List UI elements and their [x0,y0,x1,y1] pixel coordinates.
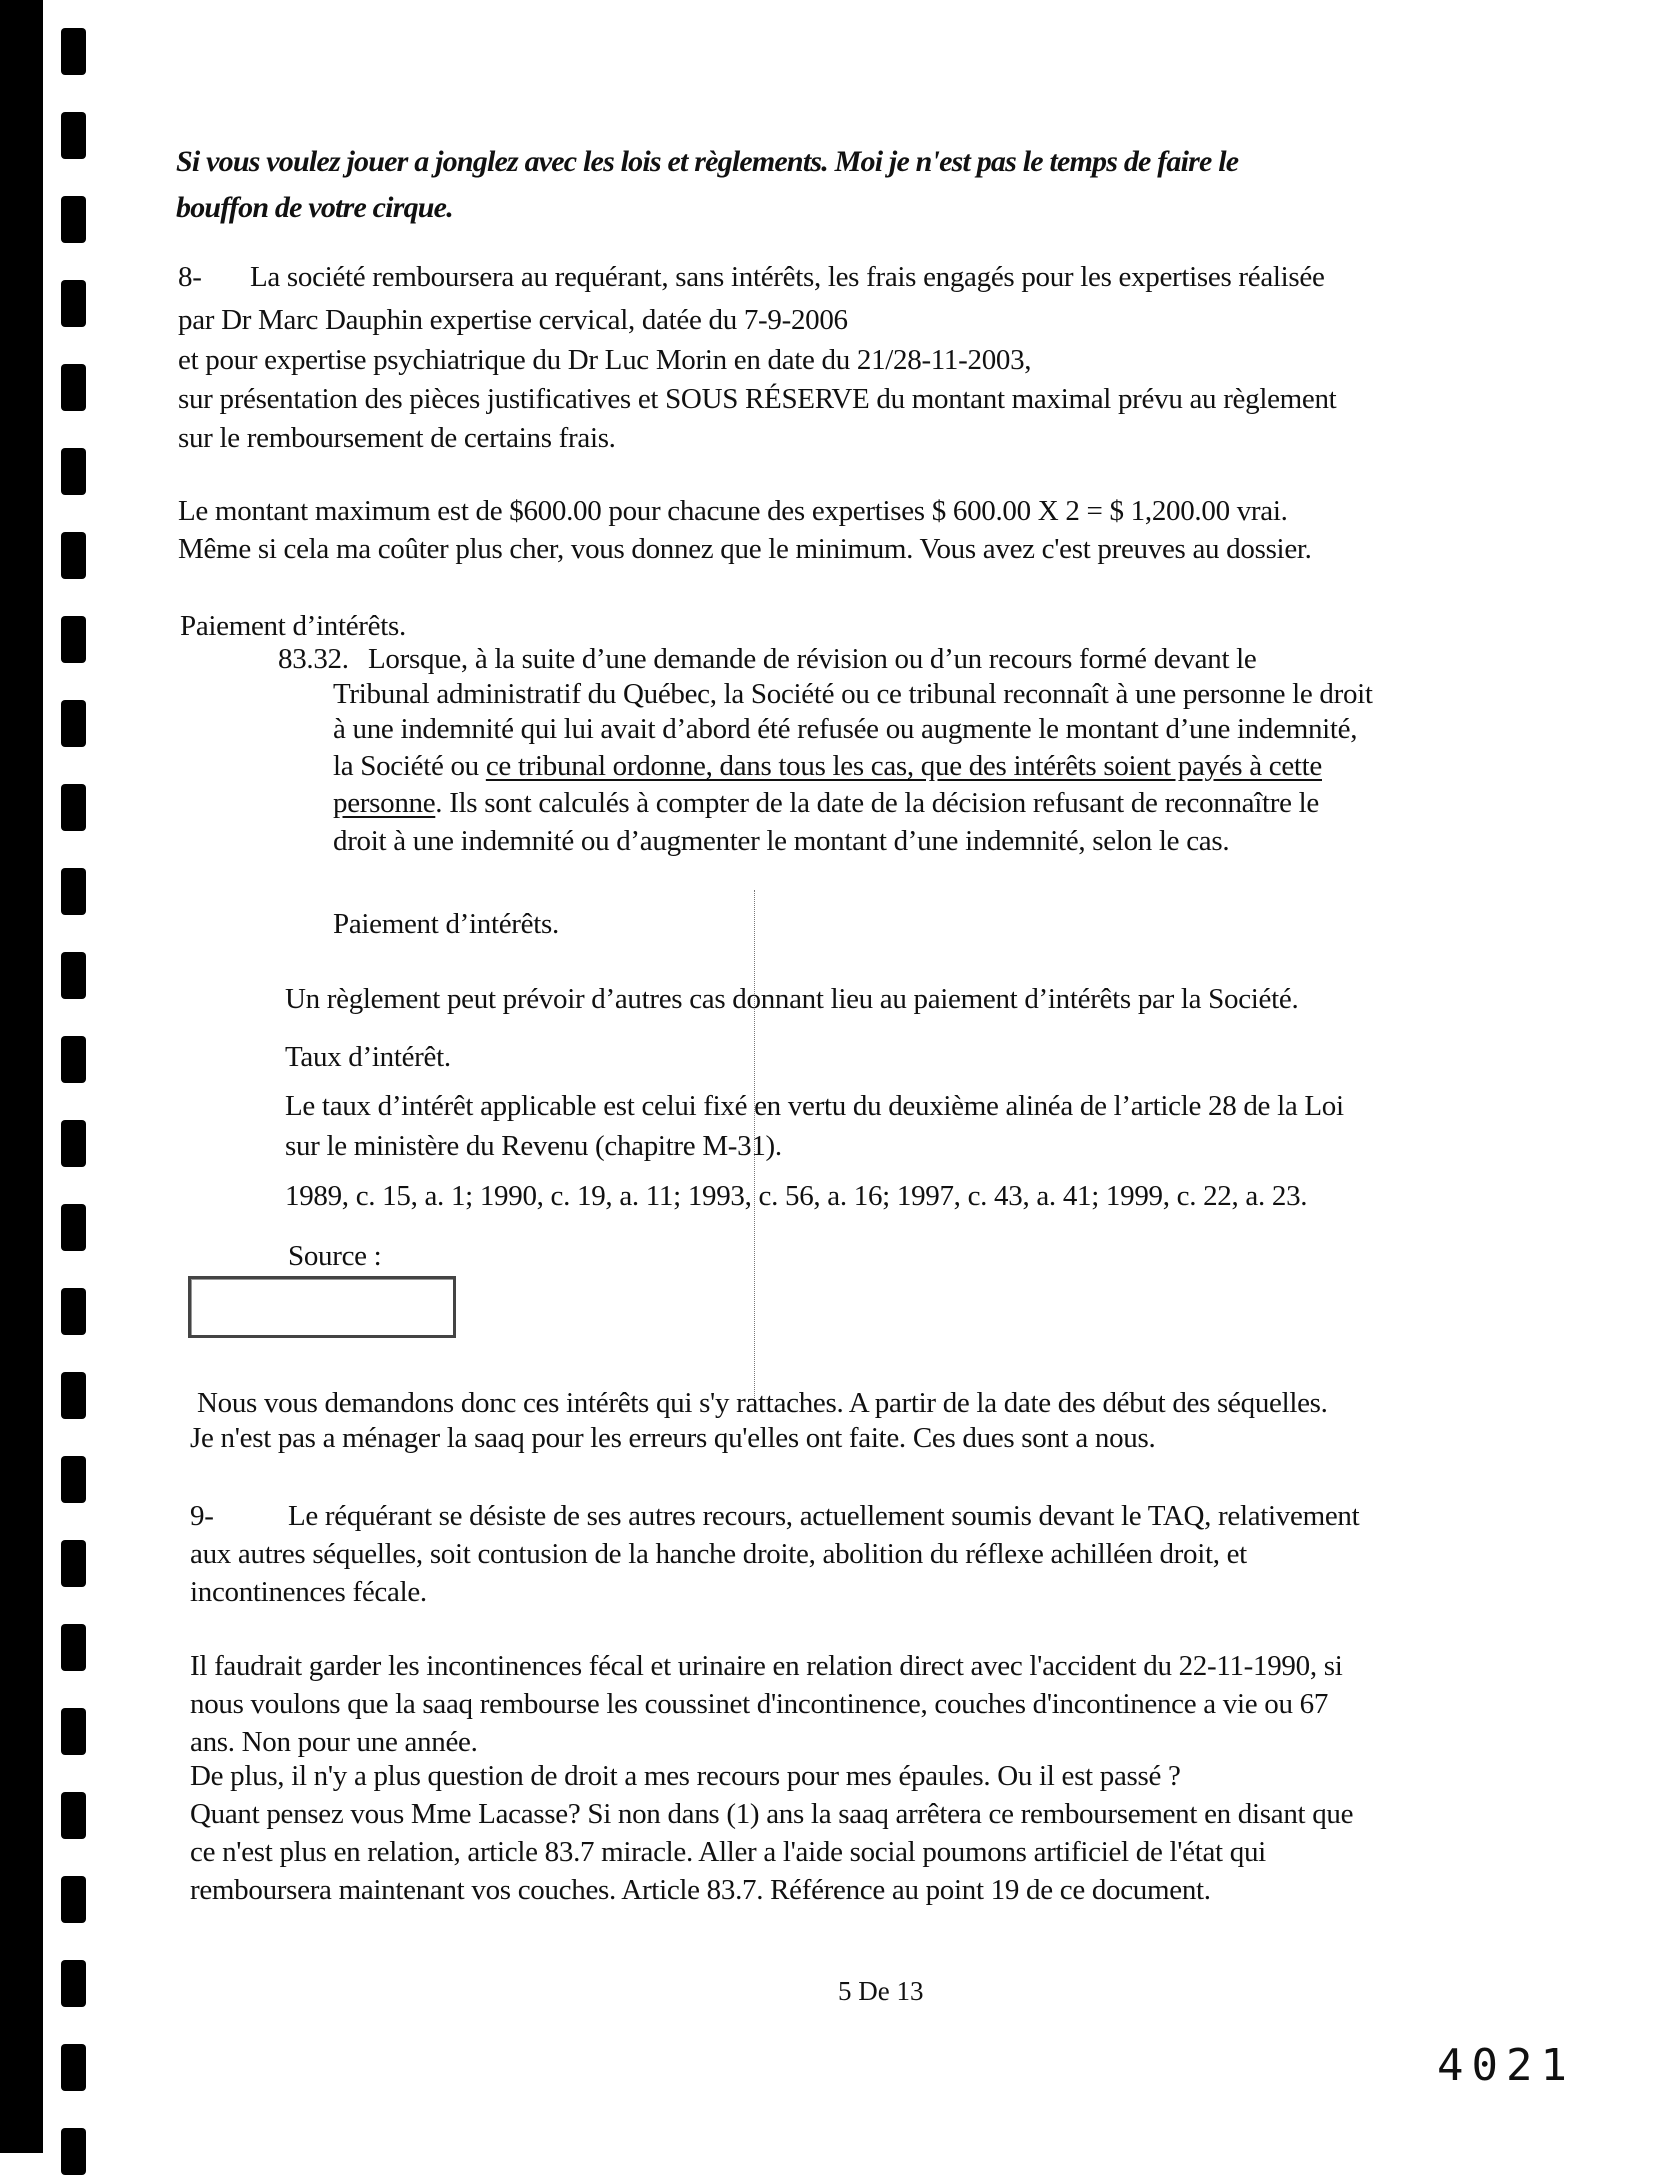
page-number: 5 De 13 [838,1976,924,2006]
binding-hole [61,868,86,915]
binding-hole [61,280,86,327]
binding-hole [61,1036,86,1083]
article-line-4-plain: la Société ou [333,750,486,782]
article-line-3: à une indemnité qui lui avait d’abord été refusée ou augmente le montant d’une indemnité, [333,713,1358,745]
binding-hole [61,1960,86,2007]
binding-hole [61,1792,86,1839]
item8-line-1: La société remboursera au requérant, sans intérêts, les frais engagés pour les expertises réalisée [250,261,1325,293]
binding-hole [61,952,86,999]
binding-hole [61,1372,86,1419]
binding-hole [61,28,86,75]
article-line-6: droit à une indemnité ou d’augmenter le montant d’une indemnité, selon le cas. [333,825,1230,857]
binding-hole [61,112,86,159]
closing-line-1: Il faudrait garder les incontinences fécal et urinaire en relation direct avec l'accident du 22-11-1990, si [190,1650,1343,1682]
closing-line-2: nous voulons que la saaq rembourse les coussinet d'incontinence, couches d'incontinence a vie ou 67 [190,1688,1329,1720]
closing-line-5: Quant pensez vous Mme Lacasse? Si non dans (1) ans la saaq arrêtera ce remboursement en disant que [190,1798,1354,1830]
binding-hole [61,1288,86,1335]
binding-hole [61,364,86,411]
binding-hole [61,1456,86,1503]
binding-hole [61,1708,86,1755]
binding-hole [61,1540,86,1587]
article-rate-line-2: sur le ministère du Revenu (chapitre M-31). [285,1130,782,1162]
binding-hole [61,1204,86,1251]
closing-line-7: remboursera maintenant vos couches. Article 83.7. Référence au point 19 de ce document. [190,1874,1211,1906]
item8-line-5: sur le remboursement de certains frais. [178,422,616,454]
article-other-cases: Un règlement peut prévoir d’autres cas donnant lieu au paiement d’intérêts par la Société. [285,983,1299,1015]
intro-line-2: bouffon de votre cirque. [176,191,453,224]
item9-line-2: aux autres séquelles, soit contusion de la hanche droite, abolition du réflexe achilléen droit, et [190,1538,1247,1570]
item8-number: 8- [178,261,202,293]
article-line-1: Lorsque, à la suite d’une demande de révision ou d’un recours formé devant le [368,643,1257,675]
amount-line-2: Même si cela ma coûter plus cher, vous donnez que le minimum. Vous avez c'est preuves au dossier. [178,533,1312,565]
binding-hole [61,616,86,663]
item9-number: 9- [190,1500,214,1532]
item8-line-3: et pour expertise psychiatrique du Dr Luc Morin en date du 21/28-11-2003, [178,344,1032,376]
article-line-5 [333,789,1319,818]
binding-hole [61,532,86,579]
source-box [188,1276,456,1338]
article-subheading: Paiement d’intérêts. [333,908,559,940]
source-label: Source : [288,1240,382,1272]
binding-hole [61,1624,86,1671]
item9-line-3: incontinences fécale. [190,1576,427,1608]
article-line-4-underlined: ce tribunal ordonne, dans tous les cas, que des intérêts soient payés à cette [485,750,1322,782]
request-line-2: Je n'est pas a ménager la saaq pour les erreurs qu'elles ont faite. Ces dues sont a nous. [190,1422,1156,1454]
article-first-line [278,645,1256,674]
document-stamp-number: 4021 [1437,2040,1575,2091]
binding-hole [61,700,86,747]
item8-line-2: par Dr Marc Dauphin expertise cervical, datée du 7-9-2006 [178,304,848,336]
article-line-5-plain: . Ils sont calculés à compter de la date de la décision refusant de reconnaître le [435,787,1319,819]
binding-hole [61,196,86,243]
article-history: 1989, c. 15, a. 1; 1990, c. 19, a. 11; 1993, c. 56, a. 16; 1997, c. 43, a. 41; 1999, c. 22, a. 23. [285,1180,1308,1212]
closing-line-4: De plus, il n'y a plus question de droit a mes recours pour mes épaules. Ou il est passé ? [190,1760,1181,1792]
amount-line-1: Le montant maximum est de $600.00 pour chacune des expertises $ 600.00 X 2 = $ 1,200.00 vrai. [178,495,1288,527]
article-line-5-underlined: personne [333,787,436,819]
article-heading: Paiement d’intérêts. [180,610,406,642]
item8-first-line [178,263,1325,292]
article-number: 83.32. [278,643,349,675]
binding-hole [61,1876,86,1923]
binding-hole [61,1120,86,1167]
binding-hole [61,2128,86,2175]
binding-hole [61,784,86,831]
item9-first-line [190,1502,1359,1531]
article-rate-heading: Taux d’intérêt. [285,1041,451,1073]
request-line-1: Nous vous demandons donc ces intérêts qui s'y rattaches. A partir de la date des début des séquelles. [197,1387,1328,1419]
binding-edge [0,0,43,2153]
item8-line-4: sur présentation des pièces justificatives et SOUS RÉSERVE du montant maximal prévu au règlement [178,383,1337,415]
closing-line-6: ce n'est plus en relation, article 83.7 miracle. Aller a l'aide social poumons artificiel de l'état qui [190,1836,1266,1868]
article-line-2: Tribunal administratif du Québec, la Société ou ce tribunal reconnaît à une personne le droit [333,678,1373,710]
binding-hole [61,2044,86,2091]
article-rate-line-1: Le taux d’intérêt applicable est celui fixé en vertu du deuxième alinéa de l’article 28 de la Loi [285,1090,1344,1122]
intro-line-1: Si vous voulez jouer a jonglez avec les lois et règlements. Moi je n'est pas le temps de faire le [176,145,1239,178]
binding-hole [61,448,86,495]
closing-line-3: ans. Non pour une année. [190,1726,478,1758]
item9-line-1: Le réquérant se désiste de ses autres recours, actuellement soumis devant le TAQ, relativement [288,1500,1360,1532]
article-line-4 [333,752,1322,781]
